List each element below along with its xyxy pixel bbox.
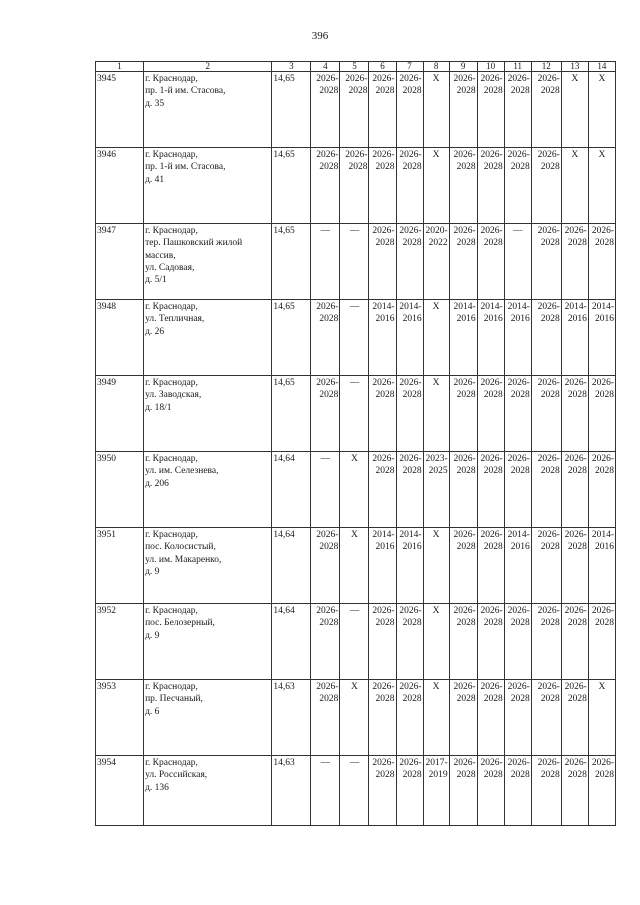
address-cell: [144, 224, 272, 300]
period-value: 2026-2028: [396, 452, 423, 528]
column-header: 4: [311, 62, 340, 72]
address-line: г. Краснодар,: [145, 682, 198, 692]
address-line: д. 9: [145, 630, 160, 641]
period-value: 2026-2028: [588, 224, 615, 300]
column-header: 11: [504, 62, 531, 72]
period-value: 2026-2028: [311, 376, 340, 452]
address-cell: [144, 72, 272, 148]
address-line: пр. 1-й им. Стасова,: [145, 162, 226, 173]
area-value: 14,65: [272, 224, 311, 300]
address-line: д. 18/1: [145, 402, 172, 413]
period-value: 2014-2016: [588, 528, 615, 604]
address-line: г. Краснодар,: [145, 530, 198, 540]
period-value: 2026-2028: [561, 452, 588, 528]
address-line: ул. Заводская,: [145, 390, 202, 401]
not-applicable-mark: X: [423, 528, 449, 604]
address-cell: [144, 376, 272, 452]
period-value: 2026-2028: [396, 604, 423, 680]
table-row: [96, 148, 616, 224]
period-value: 2023-2025: [423, 452, 449, 528]
area-value: 14,65: [272, 300, 311, 376]
address-cell: [144, 300, 272, 376]
row-number: 3952: [96, 604, 144, 680]
row-number: 3950: [96, 452, 144, 528]
period-value: 2026-2028: [561, 224, 588, 300]
period-value: 2026-2028: [588, 756, 615, 826]
row-number: 3947: [96, 224, 144, 300]
column-header: 9: [449, 62, 477, 72]
period-value: 2026-2028: [531, 224, 561, 300]
empty-dash: —: [311, 452, 340, 528]
period-value: 2026-2028: [369, 680, 396, 756]
period-value: 2026-2028: [477, 148, 504, 224]
row-number: 3945: [96, 72, 144, 148]
address-line: ул. Российская,: [145, 770, 208, 781]
area-value: 14,65: [272, 72, 311, 148]
period-value: 2014-2016: [561, 300, 588, 376]
empty-dash: —: [311, 224, 340, 300]
not-applicable-mark: X: [588, 680, 615, 756]
period-value: 2026-2028: [561, 680, 588, 756]
table-row: [96, 224, 616, 300]
area-value: 14,65: [272, 148, 311, 224]
period-value: 2026-2028: [369, 452, 396, 528]
empty-dash: —: [340, 300, 369, 376]
address-cell: [144, 528, 272, 604]
period-value: 2026-2028: [477, 604, 504, 680]
period-value: 2026-2028: [504, 604, 531, 680]
period-value: 2026-2028: [504, 148, 531, 224]
table-row: [96, 300, 616, 376]
period-value: 2026-2028: [396, 680, 423, 756]
period-value: 2014-2016: [396, 528, 423, 604]
period-value: 2026-2028: [531, 376, 561, 452]
period-value: 2026-2028: [531, 148, 561, 224]
table-row: [96, 452, 616, 528]
address-line: д. 9: [145, 567, 160, 578]
period-value: 2026-2028: [449, 756, 477, 826]
column-header: 13: [561, 62, 588, 72]
period-value: 2026-2028: [369, 224, 396, 300]
address-line: тер. Пашковский жилой: [145, 238, 243, 249]
address-line: д. 6: [145, 706, 160, 717]
period-value: 2026-2028: [340, 72, 369, 148]
address-cell: [144, 680, 272, 756]
period-value: 2026-2028: [311, 528, 340, 604]
period-value: 2014-2016: [504, 300, 531, 376]
period-value: 2026-2028: [531, 300, 561, 376]
address-line: пос. Белозерный,: [145, 618, 215, 629]
period-value: 2026-2028: [561, 376, 588, 452]
period-value: 2026-2028: [504, 680, 531, 756]
period-value: 2026-2028: [531, 680, 561, 756]
address-line: г. Краснодар,: [145, 150, 198, 160]
column-header: 1: [96, 62, 144, 72]
not-applicable-mark: X: [423, 300, 449, 376]
period-value: 2026-2028: [588, 376, 615, 452]
period-value: 2026-2028: [477, 72, 504, 148]
empty-dash: —: [340, 224, 369, 300]
period-value: 2026-2028: [396, 376, 423, 452]
period-value: 2026-2028: [369, 604, 396, 680]
column-header: 6: [369, 62, 396, 72]
period-value: 2014-2016: [369, 528, 396, 604]
page-number: 396: [311, 30, 329, 42]
area-value: 14,63: [272, 756, 311, 826]
column-header: 8: [423, 62, 449, 72]
period-value: 2026-2028: [311, 300, 340, 376]
period-value: 2026-2028: [504, 72, 531, 148]
empty-dash: —: [340, 756, 369, 826]
period-value: 2026-2028: [531, 452, 561, 528]
row-number: 3946: [96, 148, 144, 224]
address-line: пр. Песчаный,: [145, 694, 203, 705]
area-value: 14,65: [272, 376, 311, 452]
address-cell: [144, 452, 272, 528]
period-value: 2026-2028: [504, 756, 531, 826]
address-line: пр. 1-й им. Стасова,: [145, 86, 226, 97]
period-value: 2026-2028: [504, 452, 531, 528]
period-value: 2026-2028: [531, 72, 561, 148]
column-header: 10: [477, 62, 504, 72]
row-number: 3951: [96, 528, 144, 604]
period-value: 2014-2016: [369, 300, 396, 376]
empty-dash: —: [504, 224, 531, 300]
column-header: 3: [272, 62, 311, 72]
not-applicable-mark: X: [340, 452, 369, 528]
row-number: 3953: [96, 680, 144, 756]
table-row: [96, 680, 616, 756]
column-header: 14: [588, 62, 615, 72]
address-line: г. Краснодар,: [145, 606, 198, 616]
period-value: 2026-2028: [477, 756, 504, 826]
period-value: 2026-2028: [477, 224, 504, 300]
address-cell: [144, 604, 272, 680]
address-line: ул. им. Селезнева,: [145, 466, 219, 477]
period-value: 2026-2028: [477, 452, 504, 528]
period-value: 2026-2028: [561, 756, 588, 826]
address-line: г. Краснодар,: [145, 226, 198, 236]
period-value: 2026-2028: [504, 376, 531, 452]
address-line: г. Краснодар,: [145, 74, 198, 84]
period-value: 2026-2028: [588, 604, 615, 680]
table-row: [96, 376, 616, 452]
not-applicable-mark: X: [588, 148, 615, 224]
period-value: 2014-2016: [588, 300, 615, 376]
column-header: 2: [144, 62, 272, 72]
area-value: 14,63: [272, 680, 311, 756]
period-value: 2026-2028: [396, 72, 423, 148]
area-value: 14,64: [272, 604, 311, 680]
not-applicable-mark: X: [423, 604, 449, 680]
address-line: ул. им. Макаренко,: [145, 554, 222, 565]
period-value: 2014-2016: [396, 300, 423, 376]
table-row: [96, 72, 616, 148]
address-line: ул. Тепличная,: [145, 314, 205, 325]
period-value: 2026-2028: [531, 604, 561, 680]
address-line: г. Краснодар,: [145, 378, 198, 388]
not-applicable-mark: X: [340, 528, 369, 604]
column-header: 12: [531, 62, 561, 72]
column-header: 5: [340, 62, 369, 72]
period-value: 2026-2028: [449, 148, 477, 224]
period-value: 2026-2028: [477, 376, 504, 452]
period-value: 2026-2028: [477, 528, 504, 604]
period-value: 2020-2022: [423, 224, 449, 300]
address-cell: [144, 148, 272, 224]
not-applicable-mark: X: [561, 72, 588, 148]
period-value: 2026-2028: [477, 680, 504, 756]
not-applicable-mark: X: [340, 680, 369, 756]
address-line: пос. Колосистый,: [145, 542, 216, 553]
period-value: 2014-2016: [504, 528, 531, 604]
address-line: д. 206: [145, 478, 169, 489]
period-value: 2026-2028: [449, 224, 477, 300]
not-applicable-mark: X: [423, 148, 449, 224]
not-applicable-mark: X: [423, 376, 449, 452]
period-value: 2014-2016: [449, 300, 477, 376]
address-line: г. Краснодар,: [145, 454, 198, 464]
period-value: 2026-2028: [396, 148, 423, 224]
period-value: 2026-2028: [396, 224, 423, 300]
period-value: 2026-2028: [449, 528, 477, 604]
address-line: д. 26: [145, 326, 165, 337]
table-row: [96, 528, 616, 604]
not-applicable-mark: X: [588, 72, 615, 148]
table-body: [96, 72, 616, 826]
table-row: [96, 604, 616, 680]
address-line: д. 41: [145, 174, 165, 185]
period-value: 2026-2028: [449, 604, 477, 680]
period-value: 2026-2028: [588, 452, 615, 528]
row-number: 3954: [96, 756, 144, 826]
period-value: 2026-2028: [311, 148, 340, 224]
housing-schedule-table: [95, 61, 616, 826]
address-line: д. 35: [145, 98, 165, 109]
period-value: 2026-2028: [449, 72, 477, 148]
area-value: 14,64: [272, 452, 311, 528]
address-line: д. 136: [145, 782, 169, 793]
period-value: 2026-2028: [449, 452, 477, 528]
period-value: 2026-2028: [561, 604, 588, 680]
address-line: г. Краснодар,: [145, 758, 198, 768]
address-cell: [144, 756, 272, 826]
empty-dash: —: [340, 604, 369, 680]
period-value: 2026-2028: [311, 72, 340, 148]
row-number: 3949: [96, 376, 144, 452]
period-value: 2026-2028: [531, 528, 561, 604]
period-value: 2026-2028: [449, 680, 477, 756]
period-value: 2026-2028: [369, 756, 396, 826]
period-value: 2017-2019: [423, 756, 449, 826]
period-value: 2026-2028: [561, 528, 588, 604]
empty-dash: —: [311, 756, 340, 826]
period-value: 2026-2028: [396, 756, 423, 826]
not-applicable-mark: X: [561, 148, 588, 224]
period-value: 2026-2028: [369, 376, 396, 452]
period-value: 2026-2028: [340, 148, 369, 224]
period-value: 2026-2028: [531, 756, 561, 826]
address-line: г. Краснодар,: [145, 302, 198, 312]
column-header: 7: [396, 62, 423, 72]
table-row: [96, 756, 616, 826]
address-line: массив,: [145, 250, 176, 261]
address-line: ул. Садовая,: [145, 263, 195, 274]
period-value: 2026-2028: [311, 680, 340, 756]
address-line: д. 5/1: [145, 275, 167, 286]
period-value: 2026-2028: [311, 604, 340, 680]
not-applicable-mark: X: [423, 680, 449, 756]
row-number: 3948: [96, 300, 144, 376]
empty-dash: —: [340, 376, 369, 452]
period-value: 2026-2028: [369, 72, 396, 148]
period-value: 2014-2016: [477, 300, 504, 376]
period-value: 2026-2028: [449, 376, 477, 452]
table-header-row: [96, 62, 616, 72]
not-applicable-mark: X: [423, 72, 449, 148]
area-value: 14,64: [272, 528, 311, 604]
period-value: 2026-2028: [369, 148, 396, 224]
